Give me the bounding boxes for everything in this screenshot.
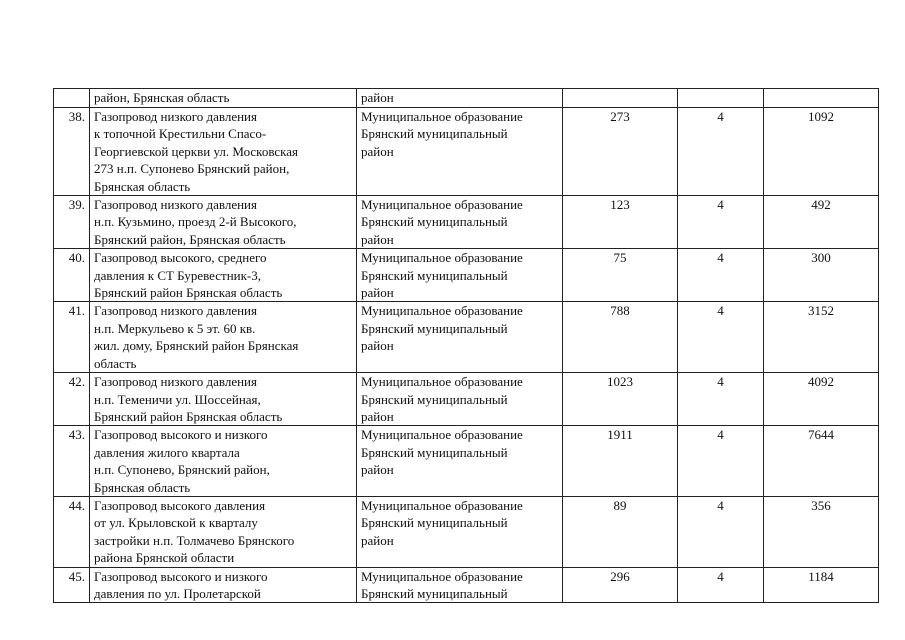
total-cell: 492 [764,196,879,249]
description-line: н.п. Кузьмино, проезд 2-й Высокого, [94,214,297,230]
gas-pipeline-table [53,88,879,603]
description-line: от ул. Крыловской к кварталу [94,515,258,531]
description-line: Газопровод низкого давления [94,303,257,319]
owner-line: район [361,532,394,548]
owner-line: Брянский муниципальный [361,585,508,601]
description-line: к топочной Крестильни Спасо- [94,126,267,142]
owner-cell [357,249,563,302]
table-row [54,108,879,196]
description-line: Брянский район, Брянская область [94,231,286,247]
description-line: н.п. Супонево, Брянский район, [94,462,270,478]
description-line: 273 н.п. Супонево Брянский район, [94,161,290,177]
owner-line: район [361,90,394,105]
table-body [54,89,879,603]
row-number-cell: 45. [54,567,90,603]
owner-line: район [361,285,394,301]
owner-line: Брянский муниципальный [361,444,508,460]
description-line: область [94,355,137,371]
total-cell: 1184 [764,567,879,603]
object-description-cell [90,496,357,567]
row-number-cell: 42. [54,373,90,426]
row-number-cell [54,89,90,108]
owner-line: Брянский муниципальный [361,126,508,142]
row-number-cell: 38. [54,108,90,196]
length-cell: 1911 [563,426,678,497]
coefficient-cell: 4 [678,196,764,249]
length-cell: 75 [563,249,678,302]
owner-line: район [361,462,394,478]
owner-line: Муниципальное образование [361,303,523,319]
coefficient-cell: 4 [678,302,764,373]
total-cell [764,89,879,108]
object-description-cell [90,302,357,373]
owner-line: Брянский муниципальный [361,515,508,531]
length-cell: 1023 [563,373,678,426]
table-row [54,196,879,249]
table-row [54,373,879,426]
coefficient-cell: 4 [678,567,764,603]
total-cell: 300 [764,249,879,302]
owner-line: Муниципальное образование [361,497,523,513]
owner-cell [357,496,563,567]
length-cell: 788 [563,302,678,373]
total-cell: 4092 [764,373,879,426]
description-line: застройки н.п. Толмачево Брянского [94,532,295,548]
description-line: Газопровод низкого давления [94,109,257,124]
table-row [54,426,879,497]
owner-cell [357,373,563,426]
row-number-cell: 41. [54,302,90,373]
owner-cell [357,567,563,603]
description-line: жил. дому, Брянский район Брянская [94,338,299,354]
total-cell: 3152 [764,302,879,373]
object-description-cell [90,249,357,302]
coefficient-cell: 4 [678,496,764,567]
description-line: давления к СТ Буревестник-3, [94,267,262,283]
coefficient-cell: 4 [678,426,764,497]
length-cell: 89 [563,496,678,567]
description-line: Газопровод высокого и низкого [94,427,268,443]
owner-cell [357,196,563,249]
owner-cell [357,426,563,497]
owner-line: район [361,408,394,424]
object-description-cell [90,196,357,249]
object-description-cell [90,89,357,108]
owner-line: Муниципальное образование [361,109,523,124]
description-line: Брянская область [94,178,191,194]
table-row [54,567,879,603]
description-line: район, Брянская область [94,90,230,105]
description-line: н.п. Теменичи ул. Шоссейная, [94,391,261,407]
object-description-cell [90,426,357,497]
description-line: Газопровод высокого давления [94,497,266,513]
row-number-cell: 43. [54,426,90,497]
owner-line: Брянский муниципальный [361,214,508,230]
length-cell: 123 [563,196,678,249]
description-line: района Брянской области [94,550,235,566]
description-line: н.п. Меркульево к 5 эт. 60 кв. [94,320,256,336]
table-row [54,496,879,567]
owner-line: Муниципальное образование [361,568,523,584]
table-row [54,89,879,108]
description-line: давления жилого квартала [94,444,240,460]
total-cell: 1092 [764,108,879,196]
object-description-cell [90,373,357,426]
total-cell: 356 [764,496,879,567]
owner-line: район [361,143,394,159]
coefficient-cell [678,89,764,108]
owner-line: Муниципальное образование [361,197,523,213]
row-number-cell: 44. [54,496,90,567]
length-cell: 273 [563,108,678,196]
row-number-cell: 40. [54,249,90,302]
owner-line: район [361,338,394,354]
owner-line: Муниципальное образование [361,427,523,443]
description-line: Георгиевской церкви ул. Московская [94,143,299,159]
description-line: Брянская область [94,479,191,495]
description-line: Газопровод низкого давления [94,197,257,213]
owner-line: Брянский муниципальный [361,320,508,336]
owner-cell [357,302,563,373]
length-cell [563,89,678,108]
object-description-cell [90,108,357,196]
coefficient-cell: 4 [678,373,764,426]
description-line: Газопровод высокого, среднего [94,250,267,266]
owner-line: район [361,231,394,247]
length-cell: 296 [563,567,678,603]
owner-line: Брянский муниципальный [361,267,508,283]
coefficient-cell: 4 [678,249,764,302]
description-line: Газопровод низкого давления [94,374,257,390]
table-row [54,302,879,373]
owner-line: Муниципальное образование [361,250,523,266]
description-line: Брянский район Брянская область [94,285,283,301]
table-row [54,249,879,302]
description-line: Брянский район Брянская область [94,408,283,424]
total-cell: 7644 [764,426,879,497]
owner-line: Муниципальное образование [361,374,523,390]
description-line: Газопровод высокого и низкого [94,568,268,584]
coefficient-cell: 4 [678,108,764,196]
owner-cell [357,108,563,196]
owner-cell [357,89,563,108]
owner-line: Брянский муниципальный [361,391,508,407]
row-number-cell: 39. [54,196,90,249]
description-line: давления по ул. Пролетарской [94,585,261,601]
object-description-cell [90,567,357,603]
